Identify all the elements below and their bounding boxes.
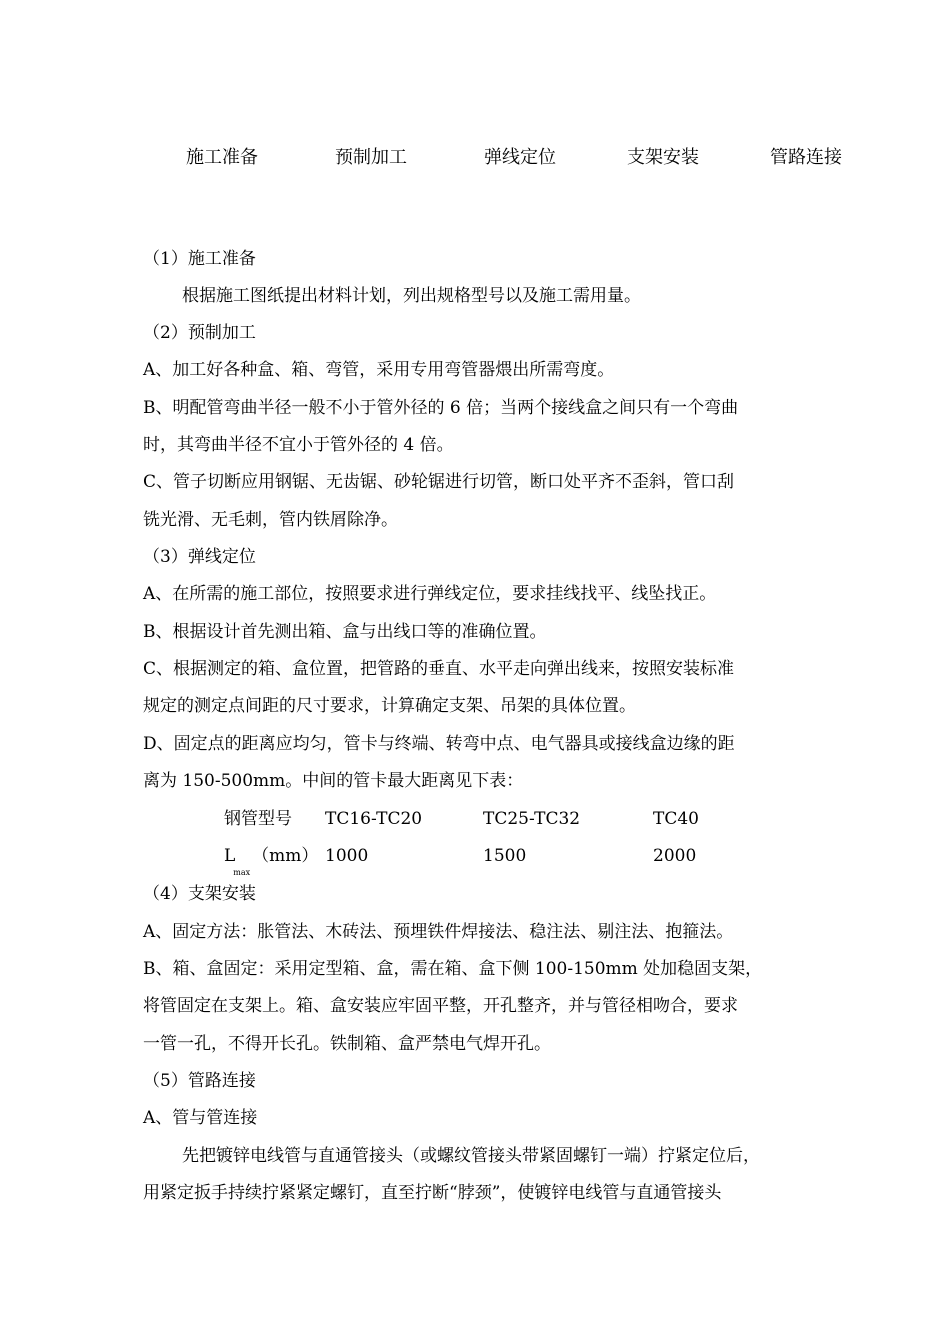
table-header-col1: TC16-TC20 (325, 809, 423, 829)
paragraph-line: C、管子切断应用钢锯、无齿锯、砂轮锯进行切管，断口处平齐不歪斜，管口刮 (143, 472, 735, 492)
flow-step-prefab: 预制加工 (335, 147, 407, 168)
table-header-model: 钢管型号 (224, 809, 292, 829)
table-row-label (224, 844, 319, 877)
paragraph-line: C、根据测定的箱、盒位置，把管路的垂直、水平走向弹出线来，按照安装标准 (143, 659, 735, 679)
paragraph-line: B、明配管弯曲半径一般不小于管外径的 6 倍；当两个接线盒之间只有一个弯曲 (143, 398, 739, 418)
flow-step-prepare: 施工准备 (186, 147, 258, 168)
paragraph-line: 规定的测定点间距的尺寸要求，计算确定支架、吊架的具体位置。 (143, 696, 636, 716)
row-label-main: L (224, 846, 236, 866)
paragraph-line: A、加工好各种盒、箱、弯管，采用专用弯管器煨出所需弯度。 (143, 360, 615, 380)
paragraph-line: 将管固定在支架上。箱、盒安装应牢固平整，开孔整齐，并与管径相吻合，要求 (143, 996, 738, 1016)
paragraph-line: 离为 150-500mm。中间的管卡最大距离见下表： (143, 771, 524, 791)
paragraph-line: 时，其弯曲半径不宜小于管外径的 4 倍。 (143, 435, 454, 455)
row-label-sub: max (233, 868, 251, 877)
flow-step-layout: 弹线定位 (484, 147, 556, 168)
section-heading: （2）预制加工 (143, 323, 256, 343)
flow-step-support: 支架安装 (627, 147, 699, 168)
paragraph-line: B、根据设计首先测出箱、盒与出线口等的准确位置。 (143, 622, 547, 642)
paragraph-line: 先把镀锌电线管与直通管接头（或螺纹管接头带紧固螺钉一端）拧紧定位后， (182, 1146, 760, 1166)
paragraph-line: A、在所需的施工部位，按照要求进行弹线定位，要求挂线找平、线坠找正。 (143, 584, 717, 604)
table-cell-col1: 1000 (325, 846, 369, 866)
table-header-col3: TC40 (653, 809, 699, 829)
section-heading: （5）管路连接 (143, 1071, 256, 1091)
paragraph-line: B、箱、盒固定：采用定型箱、盒，需在箱、盒下侧 100-150mm 处加稳固支架， (143, 959, 763, 979)
table-header-col2: TC25-TC32 (483, 809, 581, 829)
section-heading: （3）弹线定位 (143, 547, 256, 567)
paragraph-line: A、管与管连接 (143, 1108, 258, 1128)
table-cell-col2: 1500 (483, 846, 527, 866)
flow-step-connect: 管路连接 (770, 147, 842, 168)
paragraph-line: 用紧定扳手持续拧紧紧定螺钉，直至拧断“脖颈”，使镀锌电线管与直通管接头 (143, 1183, 722, 1203)
paragraph-line: 一管一孔，不得开长孔。铁制箱、盒严禁电气焊开孔。 (143, 1034, 551, 1054)
process-flow (0, 145, 950, 175)
paragraph-line: D、固定点的距离应均匀，管卡与终端、转弯中点、电气器具或接线盒边缘的距 (143, 734, 735, 754)
paragraph-line: 根据施工图纸提出材料计划，列出规格型号以及施工需用量。 (182, 286, 641, 306)
table-cell-col3: 2000 (653, 846, 697, 866)
section-heading: （1）施工准备 (143, 249, 256, 269)
section-heading: （4）支架安装 (143, 884, 256, 904)
paragraph-line: 铣光滑、无毛刺，管内铁屑除净。 (143, 510, 398, 530)
paragraph-line: A、固定方法：胀管法、木砖法、预埋铁件焊接法、稳注法、剔注法、抱箍法。 (143, 922, 734, 942)
row-label-unit: （mm） (252, 846, 319, 866)
